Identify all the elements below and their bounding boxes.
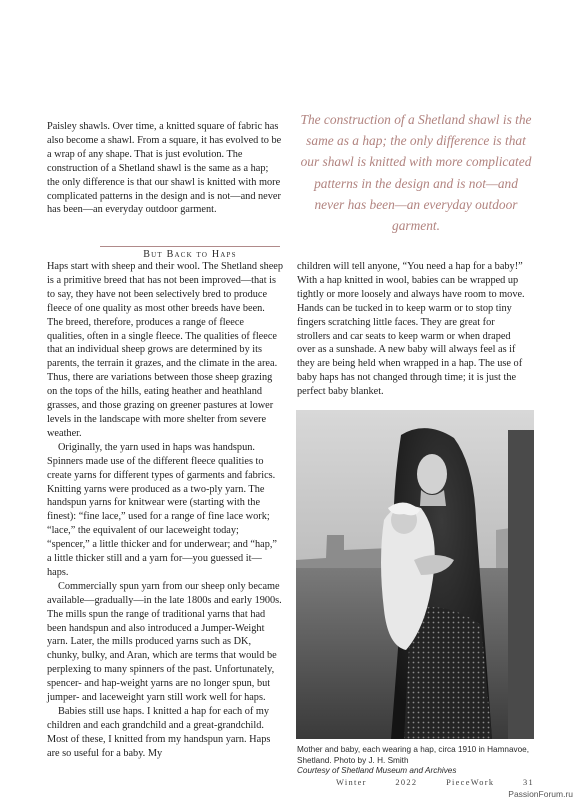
footer-year: 2022 (395, 778, 418, 787)
caption-text: Mother and baby, each wearing a hap, circa 1910 in Hamnavoe, Shetland. Photo by J. H. Smith (297, 745, 529, 765)
watermark: PassionForum.ru (508, 789, 573, 799)
section-heading: But Back to Haps (100, 246, 280, 260)
body-paragraph: Commercially spun yarn from our sheep only became available—gradually—in the late 1800s and early 1900s. The mills spun the range of traditional yarns that had been handspun and also introduced a Jumper-Weight yarn. Later, the mills produced yarns such as DK, chunky, bulky, and Aran, which are terms that would be perplexing to many spinners of the past. Unfortunately, spencer- and hap-weight yarns are no longer spun, but jumper- and laceweight yarn still work well for haps. (47, 580, 282, 704)
pull-quote: The construction of a Shetland shawl is the same as a hap; the only difference is that our shawl is knitted with more complicated patterns in the design and is not—and never has been—an everyday outdoor garment. (300, 112, 532, 234)
body-column-left (47, 260, 283, 761)
page-number: 31 (523, 778, 534, 787)
intro-paragraph: Paisley shawls. Over time, a knitted square of fabric has also become a shawl. From a square, it has evolved to be a wrap of any shape. That is just evolution. The construction of a Shetland shawl is the same as a hap; the only difference is that our shawl is knitted with more complicated patterns in the design and is not—and never has been—an everyday outdoor garment. (47, 121, 282, 216)
footer-season: Winter (336, 778, 367, 787)
body-column-right (297, 260, 530, 399)
body-paragraph: Haps start with sheep and their wool. The Shetland sheep is a primitive breed that has not been improved—that is to say, they have not been selectively bred to produce fleece of one quality as most other breeds have been. The breed, therefore, produces a range of fleece qualities, often in a single fleece. The qualities of fleece that an individual sheep grows are determined by its parents, the terrain it grazes, and the climate in the area. Thus, there are variations between those sheep grazing on the tops of the hills, eating heather and heathland grasses, and those grazing on greener pastures at lower levels in the landscape with more shelter from severe weather. (47, 261, 284, 439)
photo-caption (297, 745, 533, 777)
historic-photo (296, 410, 534, 739)
intro-column (47, 120, 283, 217)
mother-and-baby-photo (296, 410, 534, 739)
body-paragraph: Originally, the yarn used in haps was handspun. Spinners made use of the different fleece qualities to create yarns for different types of garments and fabrics. Knitting yarns were produced as a two-ply yarn. The handspun yarns for knitwear were (starting with the finest): “fine lace,” used for a range of fine lace work; “lace,” the equivalent of our laceweight today; “spencer,” a little thicker and for underwear; and “hap,” a little thicker still and a yarn for—you guessed it—haps. (47, 441, 278, 578)
caption-credit: Courtesy of Shetland Museum and Archives (297, 766, 457, 776)
body-paragraph: children will tell anyone, “You need a hap for a baby!” With a hap knitted in wool, babies can be wrapped up tightly or more loosely and always have room to move. Hands can be tucked in to keep warm or to stop tiny fingers scratching little faces. They are great for strollers and car seats to keep warm or when draped over as a sunshade. A new baby will always feel as if they are being held when wrapped in a hap. The use of baby haps has not changed through time; it is just the perfect baby blanket. (297, 261, 525, 398)
body-paragraph: Babies still use haps. I knitted a hap for each of my children and each grandchild and a great-grandchild. Most of these, I knitted from my handspun yarn. Haps are so useful for a baby. My (47, 706, 271, 759)
page-footer (336, 778, 534, 787)
footer-magazine: PieceWork (446, 778, 495, 787)
